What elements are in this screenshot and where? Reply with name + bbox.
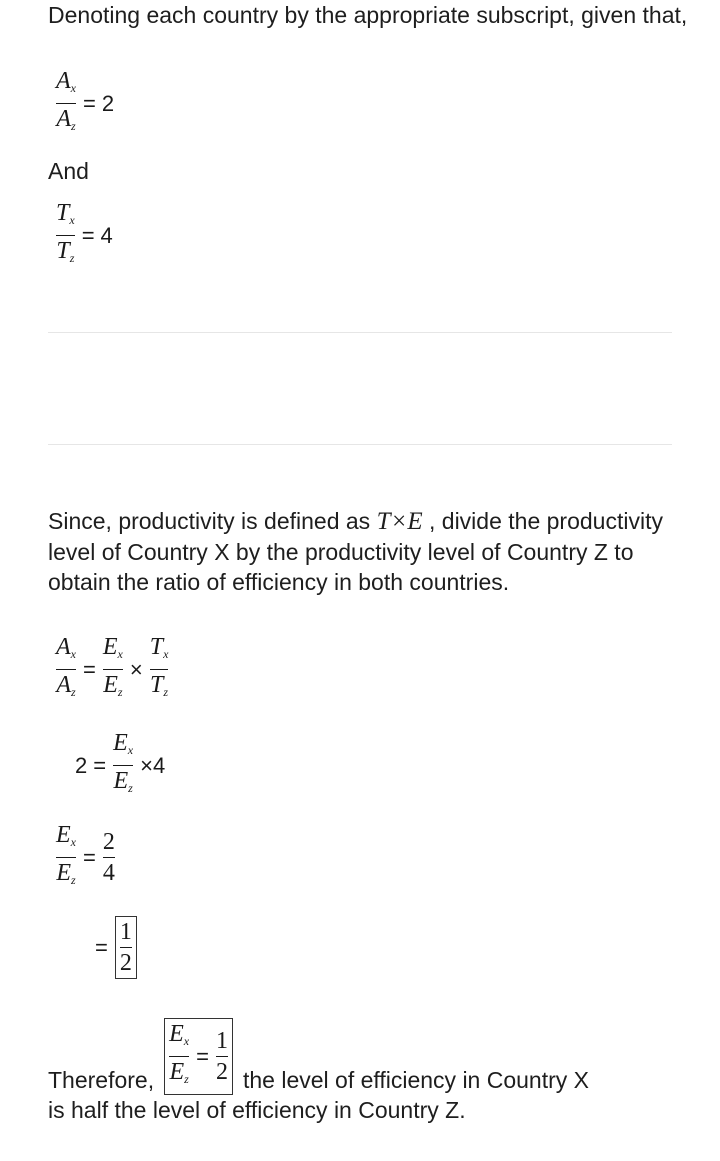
fraction	[56, 68, 76, 139]
productivity-formula: T×E	[376, 508, 423, 535]
denominator: E	[169, 1059, 185, 1085]
denominator: E	[103, 672, 118, 698]
times-four: ×4	[140, 752, 166, 778]
equals-sign: =	[196, 1043, 209, 1069]
numerator: E	[56, 822, 71, 848]
denominator: A	[56, 672, 71, 698]
fraction	[169, 1021, 189, 1092]
numerator: 1	[215, 1028, 228, 1054]
subscript: z	[184, 1072, 189, 1086]
numerator: T	[56, 200, 70, 226]
conclusion	[48, 1018, 708, 1125]
numerator: E	[102, 634, 118, 660]
denominator: A	[56, 106, 71, 132]
fraction-bar	[103, 669, 123, 670]
equation-full-ratio	[56, 634, 168, 705]
fraction	[56, 200, 75, 271]
numerator: T	[149, 634, 164, 660]
subscript: x	[70, 81, 76, 95]
denominator: 2	[119, 950, 132, 976]
subscript: x	[183, 1034, 190, 1048]
divider-bottom	[48, 444, 672, 445]
intro-text: Denoting each country by the appropriate subscript, given that,	[48, 2, 688, 28]
value: 2	[101, 90, 115, 116]
denominator: 2	[215, 1059, 228, 1085]
equals-sign: =	[83, 90, 96, 116]
equation-substituted	[72, 730, 168, 801]
divider-top	[48, 332, 672, 333]
subscript: x	[70, 835, 76, 849]
conclusion-text-line2: is half the level of efficiency in Country Z.	[48, 1097, 466, 1123]
fraction-bar	[120, 947, 132, 948]
subscript: z	[163, 685, 169, 699]
result-box	[115, 916, 137, 979]
subscript: x	[117, 647, 123, 661]
numerator: E	[169, 1021, 184, 1047]
fraction	[216, 1028, 228, 1085]
subscript: x	[69, 213, 75, 227]
equals-sign: =	[95, 934, 108, 960]
fraction-bar	[150, 669, 169, 670]
numerator: A	[56, 634, 71, 660]
equals-sign: =	[93, 752, 107, 778]
fraction-bar	[216, 1056, 228, 1057]
denominator: T	[150, 672, 164, 698]
equation-technology-ratio	[56, 200, 116, 271]
subscript: z	[69, 251, 75, 265]
equals-sign: =	[81, 222, 95, 248]
subscript: z	[71, 685, 76, 699]
numerator: A	[56, 68, 71, 94]
denominator: 4	[102, 860, 115, 886]
since-text-continued: , divide the productivity level of Country X by the productivity level of Country Z to obtain the ratio of efficiency in both countries.	[48, 508, 663, 595]
fraction	[120, 919, 132, 976]
fraction	[103, 829, 115, 886]
numerator: 1	[119, 919, 132, 945]
subscript: z	[117, 685, 123, 699]
conclusion-text: the level of efficiency in Country X	[242, 1067, 590, 1093]
value: 4	[100, 222, 113, 248]
fraction-bar	[169, 1056, 189, 1057]
subscript: z	[71, 119, 76, 133]
fraction-bar	[56, 235, 75, 236]
fraction	[103, 634, 123, 705]
times-sign: ×	[129, 656, 143, 682]
equation-productivity-ratio	[56, 68, 117, 139]
denominator: E	[56, 860, 71, 886]
equals-sign: =	[83, 656, 96, 682]
fraction-bar	[56, 103, 76, 104]
denominator: T	[56, 238, 70, 264]
final-result-box	[164, 1018, 233, 1095]
numerator: E	[113, 730, 128, 756]
fraction	[56, 822, 76, 893]
subscript: z	[71, 873, 76, 887]
equation-simplified	[92, 916, 137, 979]
subscript: z	[128, 781, 133, 795]
since-text: Since, productivity is defined as	[48, 508, 371, 534]
numerator: 2	[102, 829, 115, 855]
equation-efficiency-ratio	[56, 822, 115, 893]
value: 2	[75, 752, 88, 778]
fraction-bar	[103, 857, 115, 858]
equals-sign: =	[83, 844, 96, 870]
fraction-bar	[56, 669, 76, 670]
fraction	[113, 730, 133, 801]
fraction	[56, 634, 76, 705]
subscript: x	[163, 647, 169, 661]
subscript: x	[70, 647, 76, 661]
and-label: And	[48, 158, 89, 184]
fraction	[150, 634, 169, 705]
fraction-bar	[56, 857, 76, 858]
since-paragraph	[48, 506, 688, 597]
fraction-bar	[113, 765, 133, 766]
therefore-text: Therefore,	[48, 1067, 155, 1093]
subscript: x	[127, 743, 134, 757]
denominator: E	[113, 768, 129, 794]
